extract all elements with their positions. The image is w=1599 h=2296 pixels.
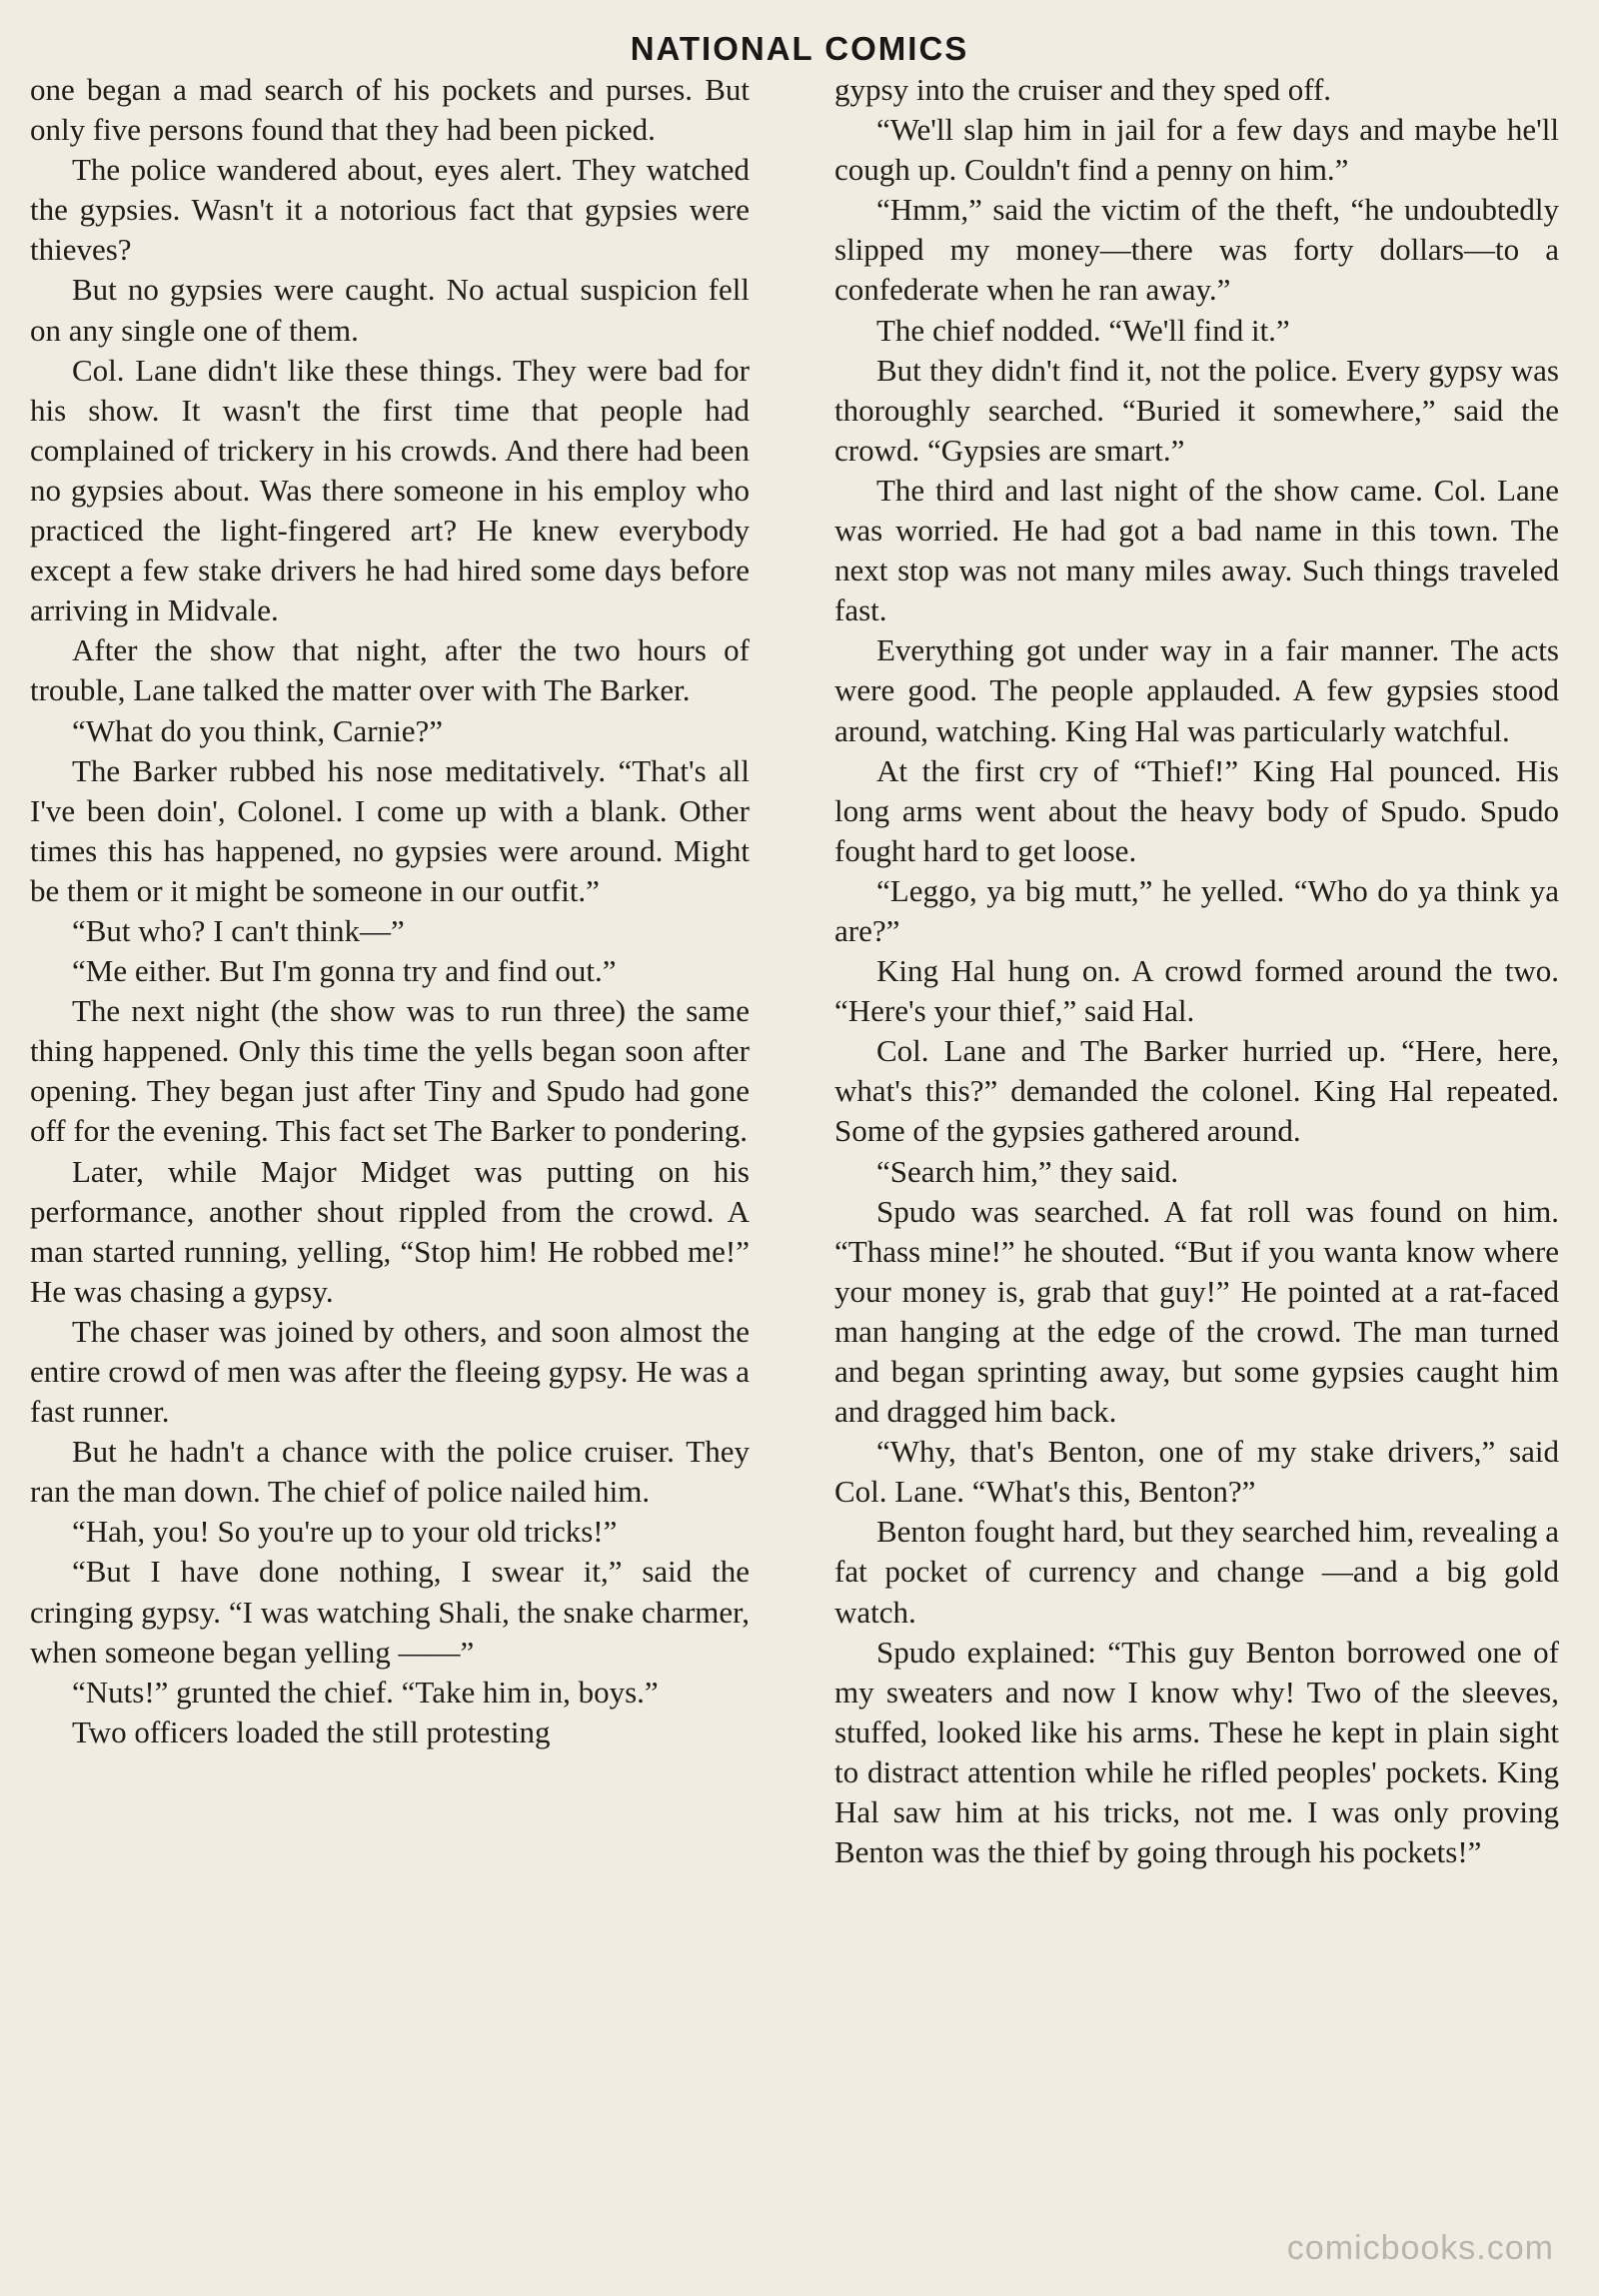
paragraph: Spudo explained: “This guy Benton borrowed one of my sweaters and now I know why! Two of the sleeves, stuffed, looked like his arms. These he kept in plain sight to distract attention while he rifled peoples' pockets. King Hal saw him at his tricks, not me. I was only proving Benton was the thief by going through his pockets!” — [834, 1634, 1559, 1870]
paragraph: Later, while Major Midget was putting on his performance, another shout rippled from the crowd. A man started running, yelling, “Stop him! He robbed me!” He was chasing a gypsy. — [30, 1153, 750, 1309]
paragraph: “But who? I can't think—” — [72, 912, 405, 948]
paragraph: The police wandered about, eyes alert. They watched the gypsies. Wasn't it a notorious fact that gypsies were thieves? — [30, 152, 750, 268]
paragraph: “Search him,” they said. — [876, 1153, 1179, 1189]
paragraph: Col. Lane and The Barker hurried up. “Here, here, what's this?” demanded the colonel. King Hal repeated. Some of the gypsies gathered around. — [834, 1033, 1559, 1149]
paragraph: The Barker rubbed his nose meditatively. “That's all I've been doin', Colonel. I come up with a blank. Other times this has happened, no gypsies were around. Might be them or it might be someone in our outfit.” — [30, 752, 750, 908]
page-header: NATIONAL COMICS — [630, 30, 969, 67]
paragraph: “Hmm,” said the victim of the theft, “he undoubtedly slipped my money—there was forty dollars—to a confederate when he ran away.” — [834, 192, 1559, 308]
paragraph: “Hah, you! So you're up to your old tricks!” — [72, 1514, 618, 1550]
paragraph: But he hadn't a chance with the police cruiser. They ran the man down. The chief of police nailed him. — [30, 1434, 750, 1510]
paragraph: After the show that night, after the two hours of trouble, Lane talked the matter over with The Barker. — [30, 632, 750, 708]
paragraph: “But I have done nothing, I swear it,” said the cringing gypsy. “I was watching Shali, the snake charmer, when someone began yelling ——” — [30, 1554, 750, 1670]
right-text-column — [834, 70, 1559, 2288]
paragraph: At the first cry of “Thief!” King Hal pounced. His long arms went about the heavy body of Spudo. Spudo fought hard to get loose. — [834, 752, 1559, 868]
paragraph: gypsy into the cruiser and they sped off. — [834, 72, 1332, 107]
paragraph: “We'll slap him in jail for a few days and maybe he'll cough up. Couldn't find a penny on him.” — [834, 112, 1559, 188]
paragraph: “Nuts!” grunted the chief. “Take him in, boys.” — [72, 1674, 659, 1710]
paragraph: one began a mad search of his pockets and purses. But only five persons found that they had been picked. — [30, 72, 750, 148]
site-watermark: comicbooks.com — [1286, 2229, 1554, 2267]
paragraph: “What do you think, Carnie?” — [72, 712, 444, 748]
paragraph: The chaser was joined by others, and soon almost the entire crowd of men was after the fleeing gypsy. He was a fast runner. — [30, 1313, 750, 1430]
paragraph: But no gypsies were caught. No actual suspicion fell on any single one of them. — [30, 272, 750, 348]
paragraph: “Leggo, ya big mutt,” he yelled. “Who do ya think ya are?” — [834, 872, 1559, 948]
paragraph: Benton fought hard, but they searched him, revealing a fat pocket of currency and change —and a big gold watch. — [834, 1514, 1559, 1630]
paragraph: Col. Lane didn't like these things. They were bad for his show. It wasn't the first time that people had complained of trickery in his crowds. And there had been no gypsies about. Was there someone in his employ who practiced the light-fingered art? He knew everybody except a few stake drivers he had hired some days before arriving in Midvale. — [30, 352, 750, 628]
paragraph: Two officers loaded the still protesting — [72, 1714, 551, 1749]
paragraph: The chief nodded. “We'll find it.” — [876, 312, 1290, 348]
paragraph: “Me either. But I'm gonna try and find out.” — [72, 953, 617, 989]
paragraph: The next night (the show was to run three) the same thing happened. Only this time the yells began soon after opening. They began just after Tiny and Spudo had gone off for the evening. This fact set The Barker to pondering. — [30, 993, 750, 1149]
left-text-column — [30, 70, 750, 2288]
paragraph: Everything got under way in a fair manner. The acts were good. The people applauded. A few gypsies stood around, watching. King Hal was particularly watchful. — [834, 632, 1559, 748]
paragraph: But they didn't find it, not the police. Every gypsy was thoroughly searched. “Buried it somewhere,” said the crowd. “Gypsies are smart.” — [834, 352, 1559, 468]
paragraph: “Why, that's Benton, one of my stake drivers,” said Col. Lane. “What's this, Benton?” — [834, 1434, 1559, 1510]
paragraph: Spudo was searched. A fat roll was found on him. “Thass mine!” he shouted. “But if you wanta know where your money is, grab that guy!” He pointed at a rat-faced man hanging at the edge of the crowd. The man turned and began sprinting away, but some gypsies caught him and dragged him back. — [834, 1193, 1559, 1430]
paragraph: The third and last night of the show came. Col. Lane was worried. He had got a bad name in this town. The next stop was not many miles away. Such things traveled fast. — [834, 472, 1559, 628]
paragraph: King Hal hung on. A crowd formed around the two. “Here's your thief,” said Hal. — [834, 953, 1559, 1029]
